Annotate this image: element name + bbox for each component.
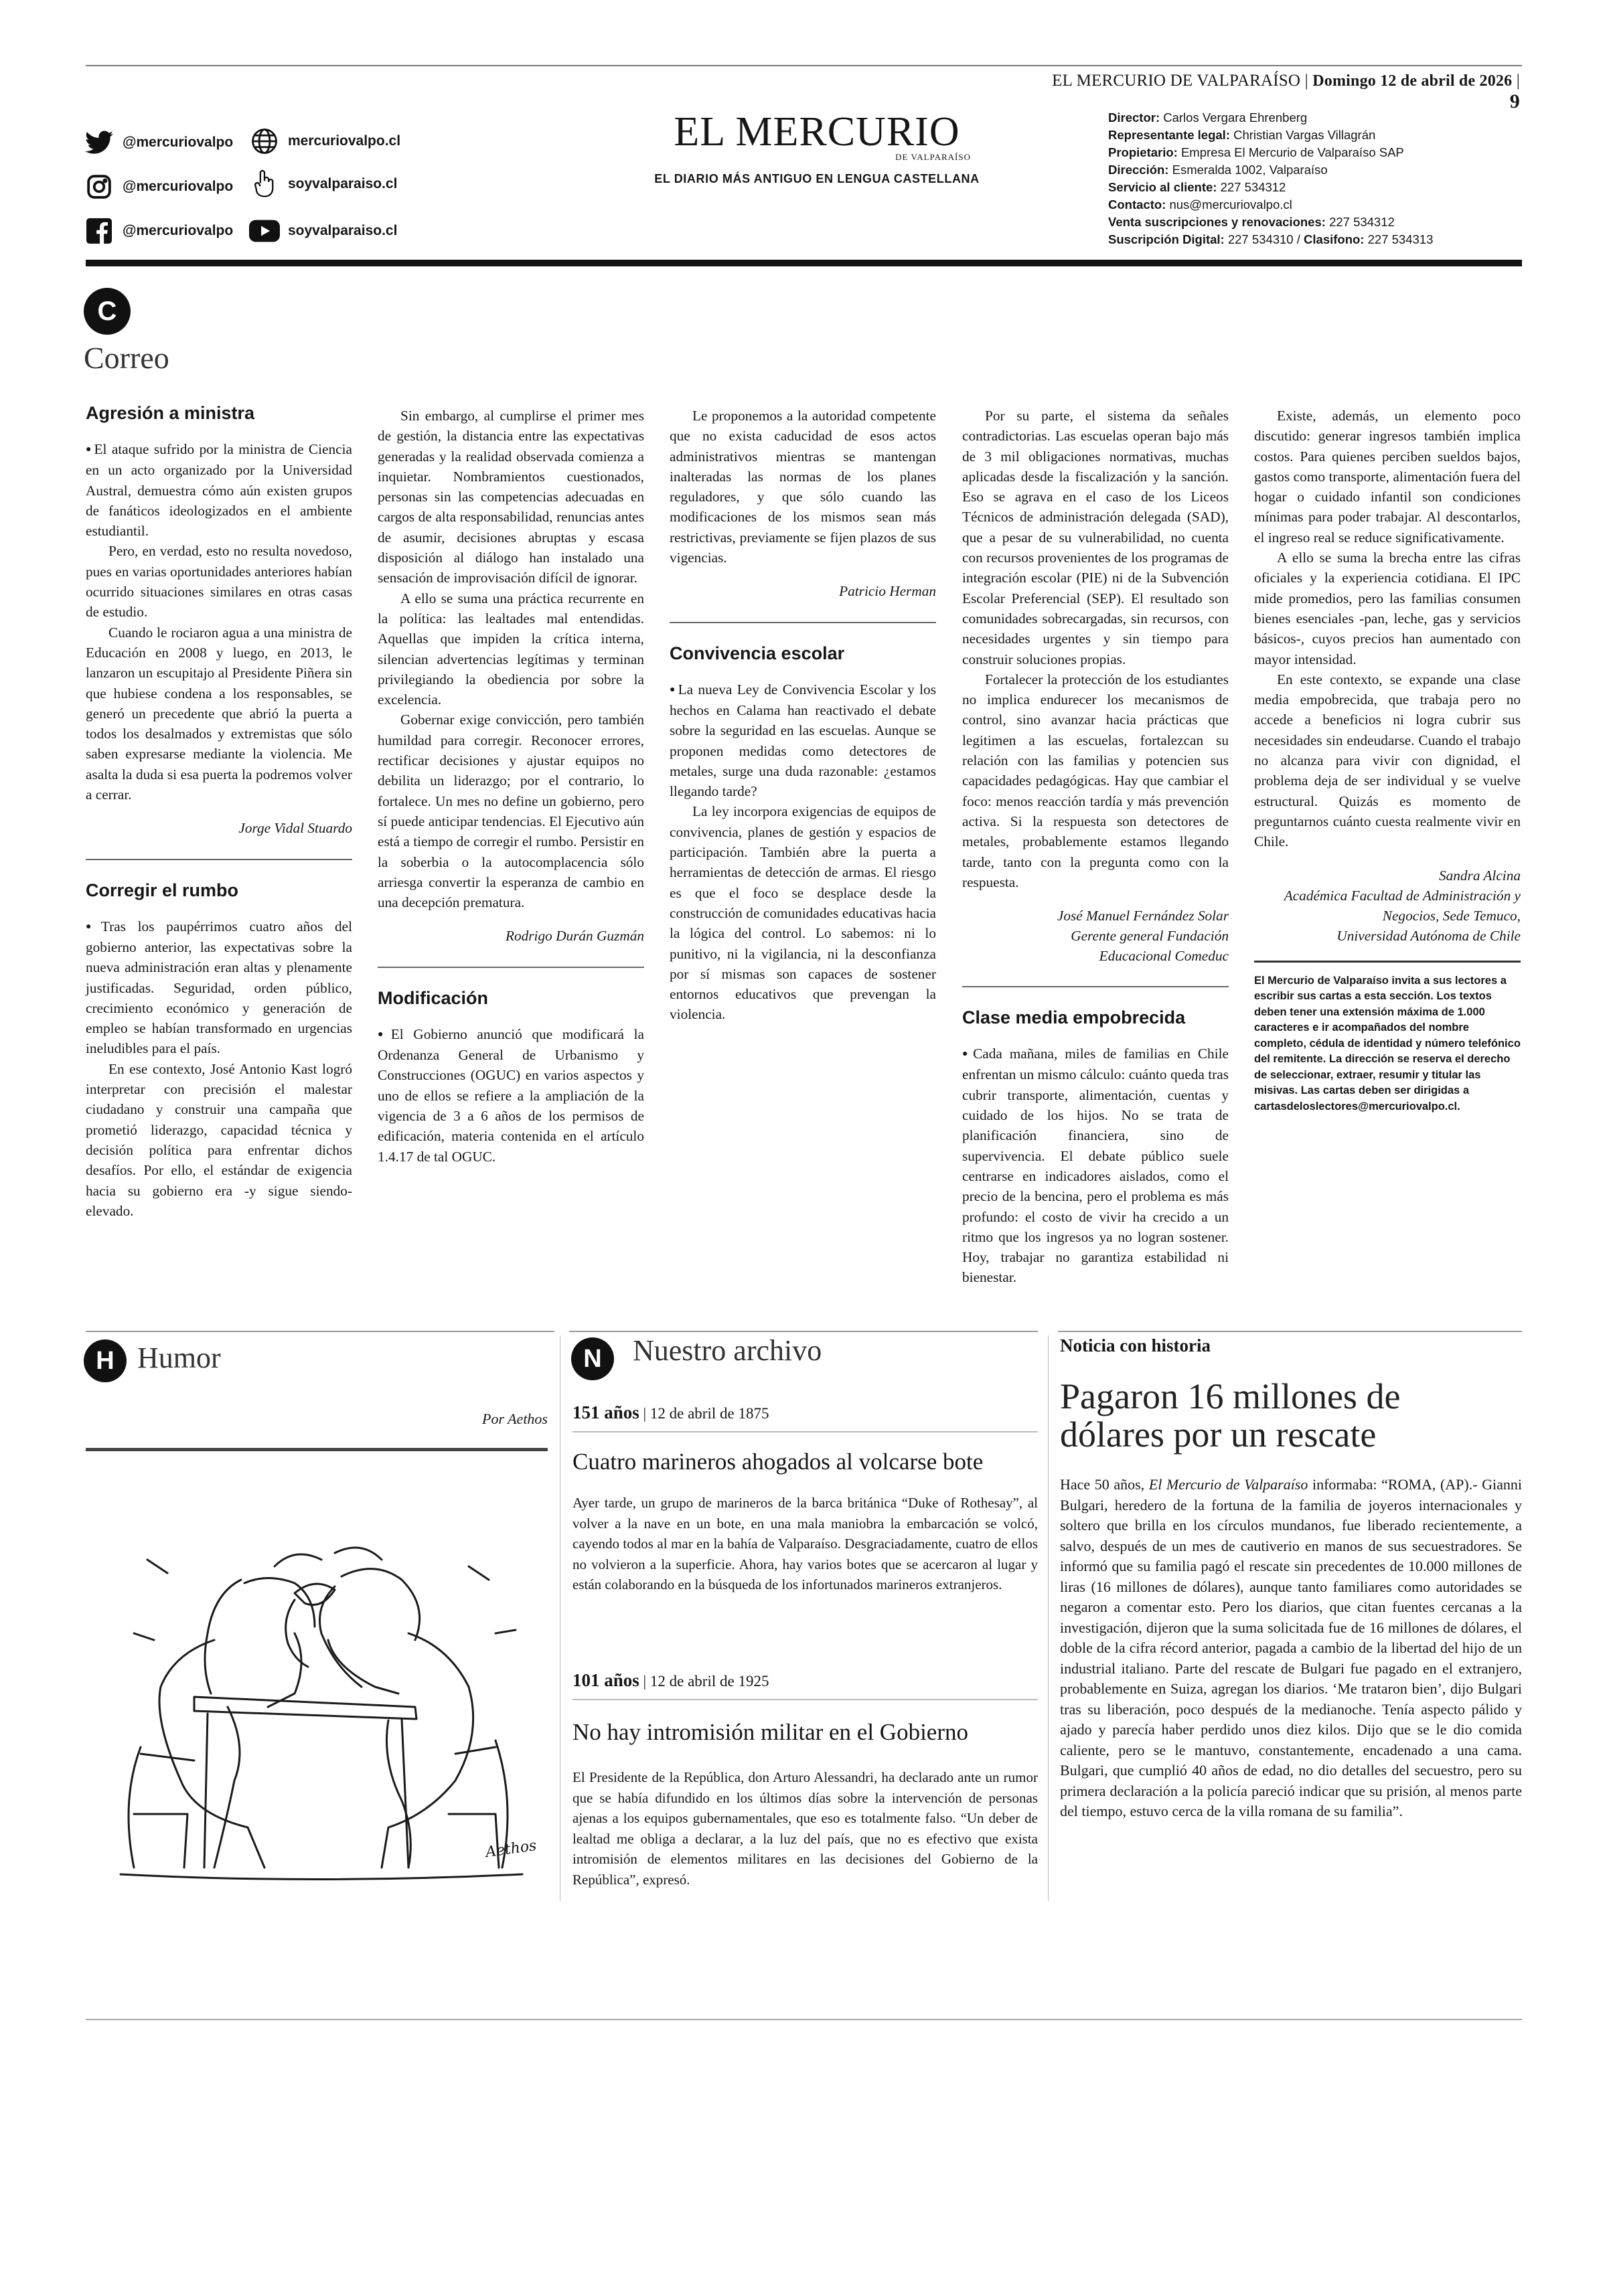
staff-line: Contacto: nus@mercuriovalpo.cl [1108, 197, 1292, 212]
notice-divider [1254, 961, 1521, 963]
column-5 [1254, 406, 1521, 1115]
bottom-top-rule [569, 1331, 1038, 1332]
column-divider [1048, 1335, 1049, 1901]
letter-paragraph: Por su parte, el sistema da señales contradictorias. Las escuelas operan bajo más de 3 mil obligaciones normativas, muchas aplicadas desde la fiscalización y la sanción. Eso se agrava en el caso de los Liceos Técnicos de administración delegada (SAD), que a pesar de su vulnerabilidad, no cuenta con recursos provenientes de los programas de integración escolar (PIE) ni de la Subvención Escolar Preferencial (SEP). El resultado son comunidades sobrecargadas, sin recursos, con necesidades urgentes y sin tiempo para construir soluciones propias. [962, 408, 1229, 667]
page-number: 9 [1509, 90, 1520, 112]
bottom-top-rule [86, 1331, 554, 1332]
archivo-date: 12 de abril de 1925 [649, 1673, 769, 1690]
letter-heading: Agresión a ministra [86, 403, 255, 423]
staff-line: Venta suscripciones y renovaciones: 227 534312 [1108, 215, 1395, 229]
humor-cartoon [94, 1466, 549, 1894]
social-instagram[interactable] [84, 171, 233, 202]
letter-signature: José Manuel Fernández Solar Gerente general Fundación Educacional Comeduc [1057, 908, 1229, 965]
letter-paragraph: A ello se suma la brecha entre las cifras oficiales y la experiencia cotidiana. El IPC mide promedios, pero las familias consumen bienes esenciales -pan, leche, gas y servicios básicos-, cuyos precios han aumentado con mayor intensidad. [1254, 550, 1521, 667]
masthead-motto: EL DIARIO MÁS ANTIGUO EN LENGUA CASTELLANA [654, 172, 980, 185]
letter-paragraph: Gobernar exige convicción, pero también humildad para corregir. Reconocer errores, rectificar decisiones y ajustar equipos no debilita un liderazgo; por el contrario, lo fortalece. Un mes no define un gobierno, pero sí puede anticipar tendencias. El Ejecutivo aún está a tiempo de corregir el rumbo. Persistir en la soberbia o la autocomplacencia sólo arriesga convertir la esperanza de cambio en una decepción prematura. [378, 712, 645, 911]
staff-line: Representante legal: Christian Vargas Villagrán [1108, 128, 1376, 142]
bottom-top-rule [1058, 1331, 1522, 1332]
letter-paragraph: Sin embargo, al cumplirse el primer mes de gestión, la distancia entre las expectativas generadas y la realidad observada comienza a inquietar. Nombramientos cuestionados, personas sin las competencias adecuadas en cargos de alta responsabilidad, renuncias antes de asumir, decisiones abruptas y escasa disposición al diálogo han instalado una sensación de improvisación difícil de ignorar. [378, 408, 644, 586]
letter-signature: Patricio Herman [839, 583, 936, 600]
humor-rule [86, 1448, 548, 1451]
letter-paragraph: ● Cada mañana, miles de familias en Chile enfrentan un mismo cálculo: cuánto queda tras cubrir transporte, alimentación, cuentas y cuidado de los hijos. No se trata de planificación financiera, sino de supervivencia. El debate público suele centrarse en indicadores aislados, como el precio de la bencina, pero el problema es más profundo: el costo de vivir ha crecido a un ritmo que los ingresos ya no logran sostener. Hoy, trabajar no garantiza estabilidad ni bienestar. [962, 1044, 1229, 1288]
staff-line: Propietario: Empresa El Mercurio de Valparaíso SAP [1108, 145, 1404, 159]
letter-divider [670, 622, 936, 623]
archivo-item [572, 1670, 1038, 1890]
header-thick-rule [86, 260, 1522, 266]
letter-heading: Clase media empobrecida [962, 1007, 1186, 1028]
social-web[interactable] [249, 126, 400, 157]
letter-divider [962, 986, 1229, 987]
letter-heading: Corregir el rumbo [86, 880, 239, 900]
humor-byline: Por Aethos [482, 1410, 548, 1427]
letter-signature: Sandra Alcina Académica Facultad de Administración y Negocios, Sede Temuco, Universidad Autónoma de Chile [1284, 867, 1521, 944]
staff-line: Suscripción Digital: 227 534310 / Clasifono: 227 534313 [1108, 232, 1434, 246]
page-bottom-rule [86, 2019, 1522, 2020]
correo-badge: C [84, 288, 131, 335]
running-head: EL MERCURIO DE VALPARAÍSO | Domingo 12 de abril de 2026 | 9 [1052, 72, 1520, 112]
archivo-body: El Presidente de la República, don Arturo Alessandri, ha declarado ante un rumor que se había difundido en los últimos días sobre la intervención de personas ajenas a los equipos gubernamentales, que eso es totalmente falso. “Un deber de lealtad me obliga a declarar, a la luz del país, que no es efectivo que exista intromisión de elementos militares en las decisiones del Gobierno de la República”, expresó. [572, 1769, 1038, 1888]
pointing-hand-icon [249, 169, 280, 199]
archivo-badge: N [571, 1337, 614, 1380]
archivo-headline: Cuatro marineros ahogados al volcarse bote [572, 1449, 984, 1475]
archivo-years: 101 años [572, 1670, 639, 1690]
letter-paragraph: Pero, en verdad, esto no resulta novedoso, pues en varias oportunidades anteriores habían ocurrido situaciones similares en otras casas de estudio. [86, 543, 352, 621]
letter-divider [86, 859, 352, 860]
social-label: soyvalparaiso.cl [288, 176, 398, 191]
running-head-paper: EL MERCURIO DE VALPARAÍSO [1052, 72, 1301, 90]
social-twitter[interactable] [84, 127, 233, 158]
letter-paragraph: ● El Gobierno anunció que modificará la Ordenanza General de Urbanismo y Construcciones (OGUC) en varios aspectos y uno de ellos se refiere a la ampliación de la vigencia de 3 a 6 años de los permisos de edificación, materia contenida en el artículo 1.4.17 de tal OGUC. [378, 1024, 644, 1167]
facebook-icon [84, 216, 114, 246]
masthead-title: EL MERCURIO [674, 109, 960, 155]
correo-title: Correo [84, 341, 169, 375]
historia-body: Hace 50 años, El Mercurio de Valparaíso informaba: “ROMA, (AP).- Gianni Bulgari, heredero de la fortuna de la familia de joyeros internacionales y soltero que brilla en los círculos mundanos, fue liberado recientemente, a salvo, después de un mes de cautiverio en manos de sus secuestradores. Se informó que su familia pagó el rescate sin precedentes de 10.000 millones de liras (16 millones de dólares), aunque tanto familiares como autoridades se negaron a comentar esto. Pero los diarios, que citan fuentes cercanas a la investigación, dijeron que la suma solicitada fue de 16 millones de dólares, el doble de la cifra récord anterior, pagada a cambio de la libertad del hijo de un industrial italiano. Parte del rescate de Bulgari fue pagado en el extranjero, probablemente en Suiza, agregan los diarios. ‘Me trataron bien’, dijo Bulgari tras su liberación, poco después de la medianoche. Tenía aspecto pálido y ajado y parecía haber perdido unos diez kilos. Dijo que se le dio comida caliente, pero se le mantuvo, constantemente, encadenado a una cama. Bulgari, que cumplió 40 años de edad, no dio detalles del secuestro, pero su primera declaración a la policía pareció indicar que su prisión, al menos parte del tiempo, estuvo cerca de la villa romana de su familia”. [1060, 1476, 1523, 1819]
archivo-dateline: 151 años | 12 de abril de 1875 [572, 1402, 1038, 1432]
globe-icon [249, 126, 280, 157]
column-2 [378, 406, 644, 1167]
letter-paragraph: La ley incorpora exigencias de equipos de convivencia, planes de gestión y espacios de participación. También abre la puerta a herramientas de detección de armas. El riesgo es que el foco se desplace desde la construcción de comunidades educativas hacia la lógica del control. Lo sabemos: ni lo punitivo, ni la vigilancia, ni la desconfianza por sí mismas son capaces de sostener entornos educativos que prevengan la violencia. [670, 803, 936, 1023]
letter-divider [378, 967, 644, 968]
humor-title: Humor [137, 1341, 221, 1374]
youtube-icon [249, 216, 280, 246]
instagram-icon [84, 171, 114, 202]
social-label: mercuriovalpo.cl [288, 133, 401, 149]
column-1 [86, 402, 352, 1221]
historia-source: El Mercurio de Valparaíso [1148, 1476, 1308, 1493]
staff-line: Dirección: Esmeralda 1002, Valparaíso [1108, 163, 1328, 177]
archivo-headline: No hay intromisión militar en el Gobierno [572, 1719, 969, 1745]
staff-line: Servicio al cliente: 227 534312 [1108, 180, 1286, 194]
letter-paragraph: Cuando le rociaron agua a una ministra de Educación en 2008 y luego, en 2013, le lanzaron un escupitajo al Presidente Piñera sin que hubiese condena a los responsables, se generó un precedente que abrió la puerta a todos los desalmados y extremistas que sólo saben expresarse mediante la violencia. Me asalta la duda si esa puerta la podremos volver a cerrar. [86, 624, 352, 803]
letter-paragraph: En este contexto, se expande una clase media empobrecida, que trabaja pero no accede a beneficios ni logra cubrir sus necesidades sin endeudarse. Cuando el trabajo no alcanza para vivir con dignidad, el problema deja de ser individual y se vuelve estructural. Quizás es momento de preguntarnos cuánto cuesta realmente vivir en Chile. [1254, 671, 1521, 850]
social-facebook[interactable] [84, 216, 233, 246]
archivo-body: Ayer tarde, un grupo de marineros de la barca británica “Duke of Rothesay”, al volver a la nave en un bote, en una mala maniobra la embarcación se volcó, cayendo todos al mar en la bahía de Valparaíso. Desgraciadamente, cuatro de ellos no volvieron a la superficie. Ahora, hay varios botes que se acercaron al lugar y están colaborando en la búsqueda de los infortunados marineros extranjeros. [572, 1495, 1038, 1592]
running-head-date: Domingo 12 de abril de 2026 [1312, 72, 1513, 90]
staff-line: Director: Carlos Vergara Ehrenberg [1108, 110, 1308, 125]
archivo-dateline: 101 años | 12 de abril de 1925 [572, 1670, 1038, 1700]
letter-paragraph: A ello se suma una práctica recurrente en la política: las lealtades mal entendidas. Aquellas que impiden la crítica interna, silencian advertencias legítimas y terminan privilegiando la obediencia por sobre la excelencia. [378, 590, 644, 708]
letter-heading: Modificación [378, 987, 489, 1008]
social-label: @mercuriovalpo [123, 179, 234, 194]
letter-paragraph: En ese contexto, José Antonio Kast logró interpretar con precisión el malestar ciudadano y construir una campaña que prometió liderazgo, capacidad técnica y decisión política para enfrentar dichos desafíos. Por ello, el estándar de exigencia hacia su gobierno era -y sigue siendo- elevado. [86, 1060, 352, 1219]
letter-paragraph: ● El ataque sufrido por la ministra de Ciencia en un acto organizado por la Universidad Austral, demuestra cómo aún existen grupos de fanáticos ideologizados en el ambiente estudiantil. [86, 439, 352, 541]
archivo-title: Nuestro archivo [633, 1334, 822, 1367]
letter-signature: Jorge Vidal Stuardo [238, 820, 352, 837]
top-rule [86, 65, 1522, 66]
historia-label: Noticia con historia [1060, 1335, 1211, 1356]
letter-paragraph: ● La nueva Ley de Convivencia Escolar y los hechos en Calama han reactivado el debate sobre la seguridad en las escuelas. Aunque se proponen medidas como detectores de metales, surge una duda razonable: ¿estamos llegando tarde? [670, 679, 936, 802]
historia-headline: Pagaron 16 millones de dólares por un rescate [1060, 1376, 1401, 1455]
archivo-years: 151 años [572, 1402, 639, 1422]
social-label: soyvalparaiso.cl [288, 223, 398, 238]
cartoon-signature: Aethos [484, 1837, 538, 1862]
letter-heading: Convivencia escolar [670, 643, 845, 663]
archivo-date: 12 de abril de 1875 [649, 1405, 769, 1422]
letter-signature: Rodrigo Durán Guzmán [505, 928, 644, 945]
masthead-subtitle: DE VALPARAÍSO [895, 152, 971, 162]
humor-badge: H [84, 1339, 127, 1382]
twitter-icon [84, 127, 114, 158]
column-3 [670, 406, 936, 1025]
staff-box [1108, 109, 1523, 248]
letter-paragraph: Le proponemos a la autoridad competente que no exista caducidad de esos actos administrativos mientras se mantengan inalteradas las normas de los planes reguladores, y que sólo cuando las modificaciones de los mismos sean más restrictivas, previamente se fijen plazos de sus vigencias. [670, 408, 936, 566]
archivo-item [572, 1402, 1038, 1595]
letter-paragraph: ● Tras los paupérrimos cuatro años del gobierno anterior, las expectativas sobre la nueva administración eran altas y plenamente justificadas. Seguridad, orden público, crecimiento económico y generación de empleo se habían transformado en urgencias ineludibles para el país. [86, 916, 352, 1059]
masthead [583, 110, 1051, 186]
social-label: @mercuriovalpo [123, 135, 234, 150]
social-soyvalparaiso[interactable] [249, 169, 397, 199]
letters-notice: El Mercurio de Valparaíso invita a sus lectores a escribir sus cartas a esta sección. Los textos deben tener una extensión máxima de 1.000 caracteres e ir acompañados del nombre completo, cédula de identidad y número telefónico del remitente. La dirección se reserva el derecho de seleccionar, extraer, resumir y titular las misivas. Las cartas deben ser dirigidas a cartasdeloslectores@mercuriovalpo.cl. [1254, 974, 1521, 1113]
column-4 [962, 406, 1229, 1288]
letter-paragraph: Existe, además, un elemento poco discutido: generar ingresos también implica costos. Para quienes perciben sueldos bajos, gastos como transporte, alimentación fuera del hogar o cuidado infantil son condiciones mínimas para poder trabajar. Al descontarlos, el ingreso real se reduce significativamente. [1254, 408, 1521, 546]
letter-paragraph: Fortalecer la protección de los estudiantes no implica endurecer los mecanismos de control, sino avanzar hacia prácticas que legitimen a las escuelas, fortalezcan su relación con las familias y potencien sus capacidades pedagógicas. Hay que cambiar el foco: menos reacción tardía y más prevención activa. Si la respuesta son detectores de metales, probablemente estamos llegando tarde, tanto con la pregunta como con la respuesta. [962, 671, 1229, 890]
social-label: @mercuriovalpo [123, 223, 234, 238]
social-youtube[interactable] [249, 216, 397, 246]
